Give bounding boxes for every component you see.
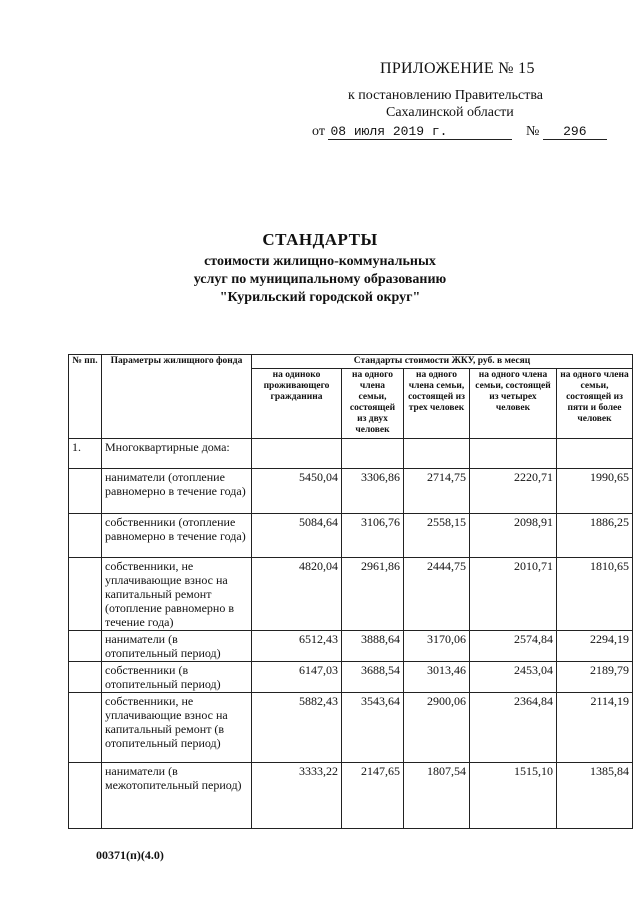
cell-value: 2189,79 <box>557 662 633 693</box>
form-code: 00371(п)(4.0) <box>96 848 164 862</box>
appendix-title: ПРИЛОЖЕНИЕ № 15 <box>380 60 535 77</box>
cell-value: 4820,04 <box>252 558 342 631</box>
cell-value: 3688,54 <box>342 662 404 693</box>
cell-value: 1990,65 <box>557 469 633 514</box>
cell-value: 2900,06 <box>404 693 470 763</box>
section-label: Многоквартирные дома: <box>102 439 252 469</box>
cell-value: 3888,64 <box>342 631 404 662</box>
subheader-three: на одного члена семьи, состоящей из трех человек <box>404 369 470 439</box>
cell-value: 5450,04 <box>252 469 342 514</box>
cell-value: 3170,06 <box>404 631 470 662</box>
subtitle-line-1: стоимости жилищно-коммунальных <box>204 254 436 269</box>
document-title: СТАНДАРТЫ <box>262 230 378 249</box>
cell-value: 2364,84 <box>470 693 557 763</box>
cell-value: 2098,91 <box>470 514 557 558</box>
cell-value: 6512,43 <box>252 631 342 662</box>
decree-date: 08 июля 2019 г. <box>328 124 512 140</box>
cell-value: 1886,25 <box>557 514 633 558</box>
row-label: наниматели (в отопительный период) <box>102 631 252 662</box>
table-row <box>69 693 633 763</box>
subheader-two: на одного члена семьи, состоящей из двух человек <box>342 369 404 439</box>
cell-value: 3306,86 <box>342 469 404 514</box>
header-num: № пп. <box>69 355 102 439</box>
cell-value: 2558,15 <box>404 514 470 558</box>
table-row <box>69 631 633 662</box>
row-label: собственники, не уплачивающие взнос на капитальный ремонт (в отопительный период) <box>102 693 252 763</box>
standards-table <box>68 354 633 829</box>
decree-line-2: Сахалинской области <box>386 105 514 120</box>
cell-value: 2574,84 <box>470 631 557 662</box>
table-row <box>69 763 633 829</box>
cell-value: 2961,86 <box>342 558 404 631</box>
cell-value: 2220,71 <box>470 469 557 514</box>
cell-value: 2453,04 <box>470 662 557 693</box>
cell-value: 2444,75 <box>404 558 470 631</box>
cell-value: 2294,19 <box>557 631 633 662</box>
section-number: 1. <box>69 439 102 469</box>
subheader-five-plus: на одного члена семьи, состоящей из пяти и более человек <box>557 369 633 439</box>
cell-value: 6147,03 <box>252 662 342 693</box>
cell-value: 3333,22 <box>252 763 342 829</box>
cell-value: 2147,65 <box>342 763 404 829</box>
table-row <box>69 558 633 631</box>
decree-line-1: к постановлению Правительства <box>348 88 544 103</box>
row-label: собственники (в отопительный период) <box>102 662 252 693</box>
cell-value: 5882,43 <box>252 693 342 763</box>
subtitle-line-3: "Курильский городской округ" <box>219 290 421 305</box>
cell-value: 1515,10 <box>470 763 557 829</box>
subheader-four: на одного члена семьи, состоящей из четырех человек <box>470 369 557 439</box>
cell-value: 2114,19 <box>557 693 633 763</box>
table-section-row <box>69 439 633 469</box>
header-standards-group: Стандарты стоимости ЖКУ, руб. в месяц <box>252 355 633 369</box>
from-label: от <box>312 124 325 139</box>
row-label: наниматели (отопление равномерно в течение года) <box>102 469 252 514</box>
table-row <box>69 514 633 558</box>
cell-value: 2010,71 <box>470 558 557 631</box>
cell-value: 5084,64 <box>252 514 342 558</box>
row-label: собственники, не уплачивающие взнос на капитальный ремонт (отопление равномерно в течение года) <box>102 558 252 631</box>
cell-value: 1807,54 <box>404 763 470 829</box>
cell-value: 3543,64 <box>342 693 404 763</box>
cell-value: 1810,65 <box>557 558 633 631</box>
number-label: № <box>525 124 540 139</box>
header-params: Параметры жилищного фонда <box>102 355 252 439</box>
cell-value: 2714,75 <box>404 469 470 514</box>
row-label: наниматели (в межотопительный период) <box>102 763 252 829</box>
cell-value: 3106,76 <box>342 514 404 558</box>
table-row <box>69 662 633 693</box>
decree-date-row <box>312 124 607 140</box>
row-label: собственники (отопление равномерно в течение года) <box>102 514 252 558</box>
subheader-single: на одиноко проживающего гражданина <box>252 369 342 439</box>
subtitle-line-2: услуг по муниципальному образованию <box>193 272 447 287</box>
decree-number: 296 <box>543 124 607 140</box>
table-row <box>69 469 633 514</box>
cell-value: 3013,46 <box>404 662 470 693</box>
cell-value: 1385,84 <box>557 763 633 829</box>
